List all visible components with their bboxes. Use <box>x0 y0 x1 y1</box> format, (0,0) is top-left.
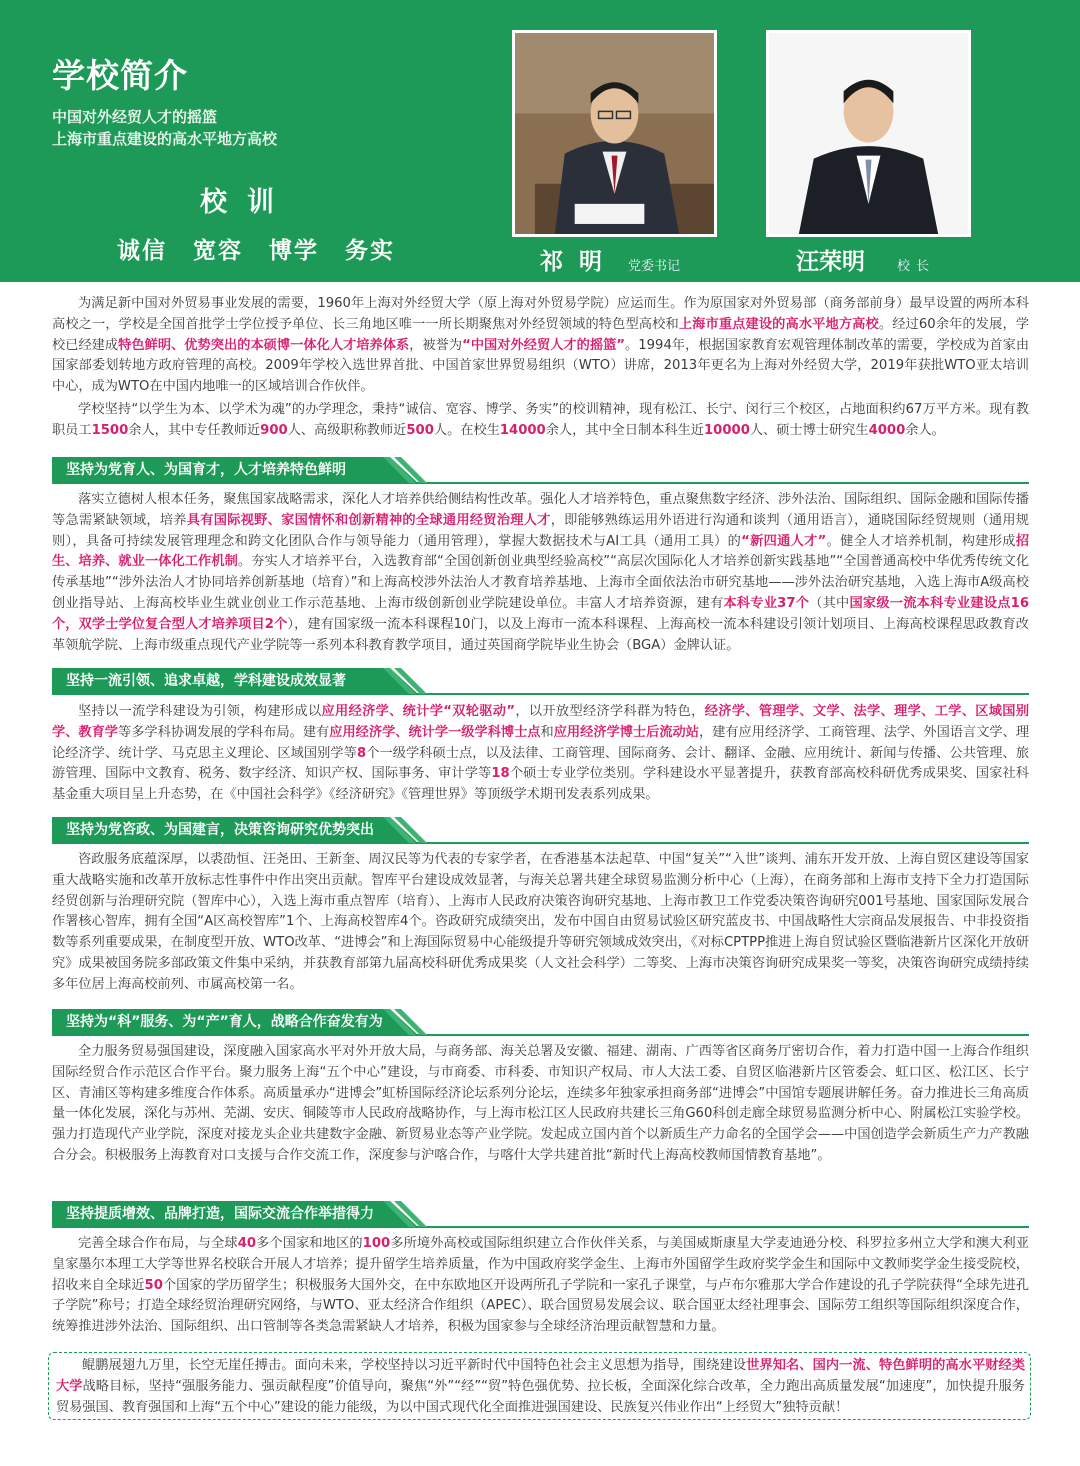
body-text: ，建有应用经济学、工商管理、法学、外国语言文学、理论经济学、统计学、马克思主义理论、区域国别学等 <box>52 724 1030 761</box>
page-title: 学校简介 <box>52 56 188 95</box>
section-body <box>52 1042 1029 1167</box>
body-text: 多个国家和地区的 <box>256 1236 363 1251</box>
body-text: 鲲鹏展翅九万里，长空无崖任搏击。面向未来，学校坚持以习近平新时代中国特色社会主义思想为指导，围绕建设 <box>82 1358 747 1373</box>
body-text: 个国家的学历留学生；积极服务大国外交，在中东欧地区开设两所孔子学院和一家孔子课堂，与卢布尔雅那大学合作建设的孔子学院获得“全球先进孔子学院”称号；打造全球经贸治理研究网络，与WTO、亚太经济合作组织（APEC）、联合国贸易发展会议、联合国亚太经社理事会、国际劳工组织等国际组织深度合作，统筹推进涉外法治、国际组织、出口管制等各类急需紧缺人才培养，积极为国家参与全球经济治理贡献智慧和力量。 <box>52 1277 1030 1335</box>
highlight-text: 500 <box>406 422 434 438</box>
highlight-text: 应用经济学博士后流动站 <box>553 724 699 740</box>
highlight-text: 100 <box>362 1236 391 1251</box>
body-text: 落实立德树人根本任务，聚焦国家战略需求，深化人才培养供给侧结构性改革。强化人才培养特色，重点聚焦数字经济、涉外法治、国际组织、国际金融和国际传播等急需紧缺领域，培养 <box>52 492 1029 528</box>
highlight-text: 50 <box>144 1277 163 1293</box>
highlight-text: 10000 <box>703 422 750 438</box>
section-heading: 坚持提质增效、品牌打造，国际交流合作举措得力 <box>66 1206 374 1222</box>
body-text: 全力服务贸易强国建设，深度融入国家高水平对外开放大局，与商务部、海关总署及安徽、福建、湖南、广西等省区商务厅密切合作，着力打造中国一上海合作组织国际经贸合作示范区合作平台。聚力服务上海“五个中心”建设，与市商委、市科委、市知识产权局、市人大法工委、自贸区临港新片区管委会、虹口区、松江区、长宁区、青浦区等构建多维度合作体系。高质量承办“进博会”虹桥国际经济论坛系列分论坛，连续多年独家承担商务部“进博会”中国馆专题展讲解任务。奋力推进长三角高质量一体化发展，深化与苏州、芜湖、安庆、铜陵等市人民政府战略协作，与上海市松江区人民政府共建长三角G60科创走廊全球贸易监测分析中心、附属松江实验学校。强力打造现代产业学院，深度对接龙头企业共建数字金融、新贸易业态等产业学院。发起成立国内首个以新质生产力命名的全国学会——中国创造学会新质生产力产教融合分会。积极服务上海教育对口支援与合作交流工作，深度参与沪喀合作，与喀什大学共建首批“新时代上海高校教师国情教育基地”。 <box>52 1044 1029 1163</box>
motto-item: 诚信 <box>117 238 167 264</box>
body-text: 战略目标，坚持“强服务能力、强贡献程度”价值导向，聚焦“外”“经”“贸”特色强优势、拉长板，全面深化综合改革，全力跑出高质量发展“加速度”，加快提升服务贸易强国、教育强国和上海“五个中心”建设的能力能级，为以中国式现代化全面推进强国建设、民族复兴伟业作出“上经贸大”独特贡献！ <box>56 1378 1025 1415</box>
intro-paragraph <box>52 294 1029 398</box>
person-name: 祁明 <box>540 249 618 275</box>
subtitle-1: 中国对外经贸人才的摇篮 <box>52 108 218 126</box>
section-body <box>52 490 1029 656</box>
body-text: 完善全球合作布局，与全球 <box>78 1236 238 1251</box>
body-text: 学校坚持“以学生为本、以学术为魂”的办学理念，秉持“诚信、宽容、博学、务实”的校训精神，现有松江、长宁、闵行三个校区，占地面积约67万平方米。现有教职员工 <box>52 402 1029 438</box>
highlight-text: 招生、培养、就业一体化工作机制 <box>52 533 1029 570</box>
highlight-text: 1500 <box>91 422 129 438</box>
highlight-text: 应用经济学、统计学一级学科博士点 <box>329 724 541 740</box>
section-body <box>52 1234 1029 1338</box>
body-text: 和 <box>540 724 554 740</box>
body-text: 咨政服务底蕴深厚，以裘劭恒、汪尧田、王新奎、周汉民等为代表的专家学者，在香港基本法起草、中国“复关”“入世”谈判、浦东开发开放、上海自贸区建设等国家重大战略实施和改革开放标志性事件中作出突出贡献。智库平台建设成效显著，与海关总署共建全球贸易监测分析中心（上海），在商务部和上海市支持下全力打造国际经贸创新与治理研究院（智库中心），入选上海市重点智库（培育）、上海市人民政府决策咨询研究基地、上海市教卫工作党委决策咨询研究001号基地、国家国际发展合作署核心智库，拥有全国“A区高校智库”1个、上海高校智库4个。咨政研究成绩突出，发布中国自由贸易试验区研究蓝皮书、中国战略性大宗商品发展报告、中非投资指数等系列重要成果，在制度型开放、WTO改革、“进博会”和上海国际贸易中心能级提升等研究领域成效突出，《对标CPTPP推进上海自贸试验区暨临港新片区深化开放研究》成果被国务院多部政策文件集中采纳，并获教育部第九届高校科研优秀成果奖（人文社会科学）二等奖、上海市决策咨询研究成果奖一等奖，决策咨询研究成绩持续多年位居上海高校前列、市属高校第一名。 <box>52 852 1029 992</box>
motto-item: 务实 <box>345 238 395 264</box>
section-heading: 坚持为“科”服务、为“产”育人，战略合作奋发有为 <box>66 1014 383 1030</box>
highlight-text: 特色鲜明、优势突出的本硕博一体化人才培养体系 <box>118 337 410 353</box>
body-text: ，以开放型经济学科群为特色， <box>515 704 705 719</box>
body-text: 人、高级职称教师近 <box>287 422 407 438</box>
body-text: ，即能够熟练运用外语进行沟通和谈判（通用语言），通晓国际经贸规则（通用规则），具备可持续发展管理理念和跨文化团队合作与领导能力（通用管理），掌握大数据技术与AI工具（通用工具）的 <box>52 512 1029 549</box>
body-text: 坚持以一流学科建设为引领，构建形成以 <box>78 704 322 719</box>
body-text: 余人，其中全日制本科生近 <box>545 422 704 438</box>
body-text: 多所境外高校或国际组织建立合作伙伴关系，与美国威斯康星大学麦迪逊分校、科罗拉多州立大学和澳大利亚皇家墨尔本理工大学等世界名校联合开展人才培养；提升留学生培养质量，作为中国政府奖学金生、上海市外国留学生政府奖学金生和国际中文教师奖学金生接受院校，招收来自全球近 <box>52 1236 1029 1293</box>
header-banner <box>0 0 1080 282</box>
section-heading: 坚持一流引领、追求卓越，学科建设成效显著 <box>66 673 346 689</box>
body-text: 个一级学科硕士点，以及法律、工商管理、国际商务、会计、翻译、金融、应用统计、新闻与传播、公共管理、旅游管理、国际中文教育、税务、数字经济、知识产权、国际事务、审计学等 <box>52 745 1030 782</box>
highlight-text: 经济学、管理学、文学、法学、理学、工学、区域国别学、教育学 <box>52 704 1030 740</box>
motto-item: 博学 <box>269 238 319 264</box>
highlight-text: 4000 <box>868 422 906 438</box>
intro-paragraph <box>52 400 1029 442</box>
person-role: 校长 <box>897 259 936 274</box>
person-role: 党委书记 <box>628 259 681 274</box>
motto-item: 宽容 <box>193 238 243 264</box>
body-text: ，被誉为 <box>409 337 463 353</box>
highlight-text: 世界知名、国内一流、特色鲜明的高水平财经类大学 <box>56 1358 1026 1394</box>
section-body <box>52 702 1029 806</box>
body-text: 。经过60余年的发展，学校已经建成 <box>52 316 1030 353</box>
section-heading: 坚持为党育人、为国育才，人才培养特色鲜明 <box>66 462 346 478</box>
motto-title: 校训 <box>200 187 294 218</box>
highlight-text: 应用经济学、统计学“双轮驱动” <box>321 704 515 719</box>
body-text: 。1994年，根据国家教育宏观管理体制改革的需要，学校成为首家由国家部委划转地方政府管理的高校。2009年学校入选世界首批、中国首家世界贸易组织（WTO）讲席，2013年更名为上海对外经贸大学，2019年获批WTO亚太培训中心，成为WTO在中国内地唯一的区域培训合作伙伴。 <box>52 337 1030 395</box>
body-text: （其中 <box>809 595 850 611</box>
highlight-text: 国家级一流本科专业建设点16个，双学士学位复合型人才培养项目2个 <box>52 595 1030 632</box>
highlight-text: 40 <box>237 1236 257 1251</box>
body-text: 。夯实人才培养平台，入选教育部“全国创新创业典型经验高校”“高层次国际化人才培养创新实践基地”“全国普通高校中华优秀传统文化传承基地”“涉外法治人才协同培养创新基地（培育）”和上海高校涉外法治人才教育培养基地、上海市全面依法治市研究基地——涉外法治研究基地，入选上海市A级高校创业指导站、上海高校毕业生就业创业工作示范基地、上海市级创新创业学院建设单位。丰富人才培养资源，建有 <box>52 554 1030 611</box>
person-name: 汪荣明 <box>796 249 865 275</box>
highlight-text: 8 <box>356 745 367 761</box>
body-text: 余人。 <box>905 422 945 438</box>
closing-paragraph <box>56 1356 1025 1418</box>
highlight-text: 具有国际视野、家国情怀和创新精神的全球通用经贸治理人才 <box>186 512 551 528</box>
highlight-text: 18 <box>491 766 510 782</box>
portrait-photo <box>512 30 717 237</box>
highlight-text: 上海市重点建设的高水平地方高校 <box>678 316 879 332</box>
highlight-text: 14000 <box>499 422 546 438</box>
body-text: 。健全人才培养机制，构建形成 <box>826 533 1016 549</box>
section-body <box>52 850 1029 996</box>
motto <box>117 232 421 265</box>
section-heading: 坚持为党咨政、为国建言，决策咨询研究优势突出 <box>66 822 374 838</box>
body-text: 为满足新中国对外贸易事业发展的需要，1960年上海对外经贸大学（原上海对外贸易学院）应运而生。作为原国家对外贸易部（商务部前身）最早设置的两所本科高校之一，学校是全国首批学士学位授予单位、长三角地区唯一一所长期聚焦对外经贸领域的特色型高校和 <box>52 296 1029 332</box>
highlight-text: 900 <box>260 422 288 438</box>
subtitle-2: 上海市重点建设的高水平地方高校 <box>52 130 278 148</box>
body-text: ），建有国家级一流本科课程10门，以及上海市一流本科课程、上海高校一流本科建设引领计划项目、上海高校课程思政教育改革领航学院、上海市级重点现代产业学院等一系列本科教育教学项目，通过英国商学院毕业生协会（BGA）金牌认证。 <box>52 616 1029 653</box>
body-text: 等多学科协调发展的学科布局。建有 <box>118 724 330 740</box>
portrait-photo <box>766 30 971 237</box>
body-text: 人、硕士博士研究生 <box>749 422 869 438</box>
highlight-text: “新四通人才” <box>741 533 827 549</box>
highlight-text: “中国对外经贸人才的摇篮” <box>462 337 625 353</box>
body-text: 人。在校生 <box>433 422 500 438</box>
body-text: 余人，其中专任教师近 <box>128 422 261 438</box>
body-text: 个硕士专业学位类别。学科建设水平显著提升，获教育部高校科研优秀成果奖、国家社科基金重大项目呈上升态势，在《中国社会科学》《经济研究》《管理世界》等顶级学术期刊发表系列成果。 <box>52 766 1029 803</box>
highlight-text: 本科专业37个 <box>723 595 810 611</box>
